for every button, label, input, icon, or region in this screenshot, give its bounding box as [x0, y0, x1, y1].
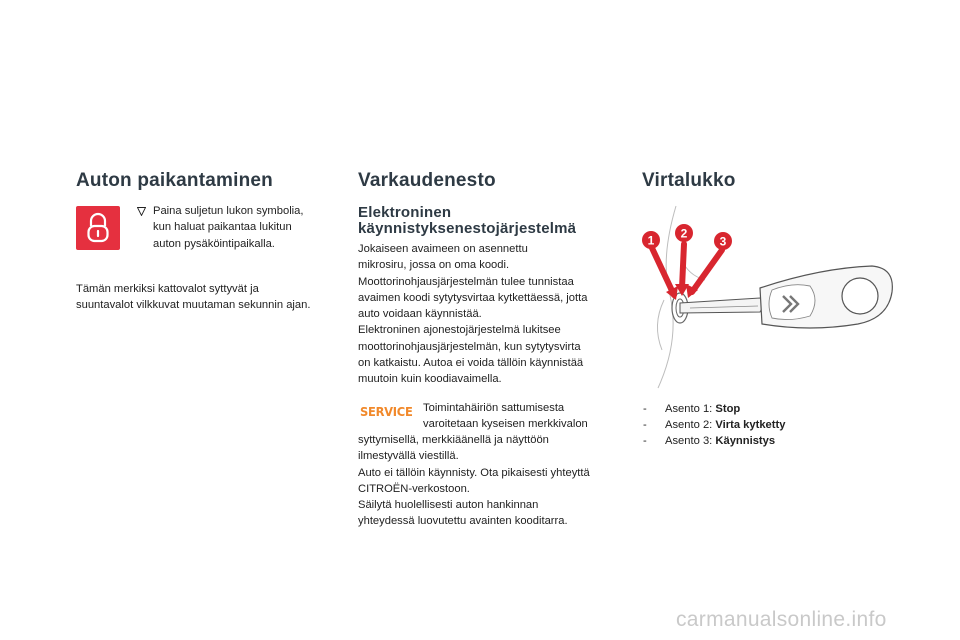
malfunction-text-start: Toimintahäiriön sattumisesta varoitetaan kyseisen merkkivalon [423, 402, 588, 431]
position-2-badge [675, 224, 693, 242]
svg-text:2: 2 [680, 226, 688, 241]
position-2-arrow [682, 244, 684, 288]
watermark: carmanualsonline.info [676, 608, 887, 631]
malfunction-text: syttymisellä, merkkiäänellä ja näyttöön ilmestyvällä viestillä. Auto ei tällöin käynnisty. Ota pikaisesti yhteyttä CITROËN-verkostoon. Säilytä huolellisesti auton hankinnan yhteydessä luovutettu avainten kooditarra. [358, 434, 590, 528]
position-3-arrow [692, 250, 722, 292]
key-blade [680, 298, 766, 313]
ignition-position-3: - Asento 3: Käynnistys [643, 435, 776, 447]
ignition-position-2: - Asento 2: Virta kytketty [643, 419, 786, 431]
ignition-key-illustration [610, 200, 900, 395]
section-title-locating: Auton paikantaminen [76, 170, 273, 191]
svg-text:3: 3 [719, 234, 727, 249]
subsection-title-immobiliser: Elektroninen käynnistyksenestojärjestelmä [358, 204, 577, 237]
position-1-arrow [652, 248, 674, 295]
bullet-arrow-icon [137, 207, 146, 218]
locate-instruction: Paina suljetun lukon symbolia, kun haluat paikantaa lukitun auton pysäköintipaikalla. [153, 205, 304, 250]
locate-result-text: Tämän merkiksi kattovalot syttyvät ja suuntavalot vilkkuvat muutaman sekunnin ajan. [76, 283, 311, 312]
immobiliser-description: Jokaiseen avaimeen on asennettu mikrosiru, jossa on oma koodi. Moottorinohjausjärjestelmän tulee tunnistaa avaimen koodi sytytysvirtaa kytkettäessä, jotta auto voidaan käynnistää. Elektroninen ajonestojärjestelmä lukitsee moottorinohjausjärjestelmän, kun sytytysvirta on katkaistu. Autoa ei voida tällöin käynnistää muutoin kuin koodiavaimella. [358, 243, 588, 386]
section-title-ignition: Virtalukko [642, 170, 736, 191]
service-warning-icon: SERVICE [360, 404, 413, 419]
position-1-badge [642, 231, 660, 249]
padlock-glyph [76, 206, 120, 250]
position-3-badge [714, 232, 732, 250]
ignition-position-1: - Asento 1: Stop [643, 403, 741, 415]
section-title-anti-theft: Varkaudenesto [358, 170, 496, 191]
key-ring-hole [842, 278, 878, 314]
lock-icon [76, 206, 120, 250]
svg-text:1: 1 [647, 233, 655, 248]
